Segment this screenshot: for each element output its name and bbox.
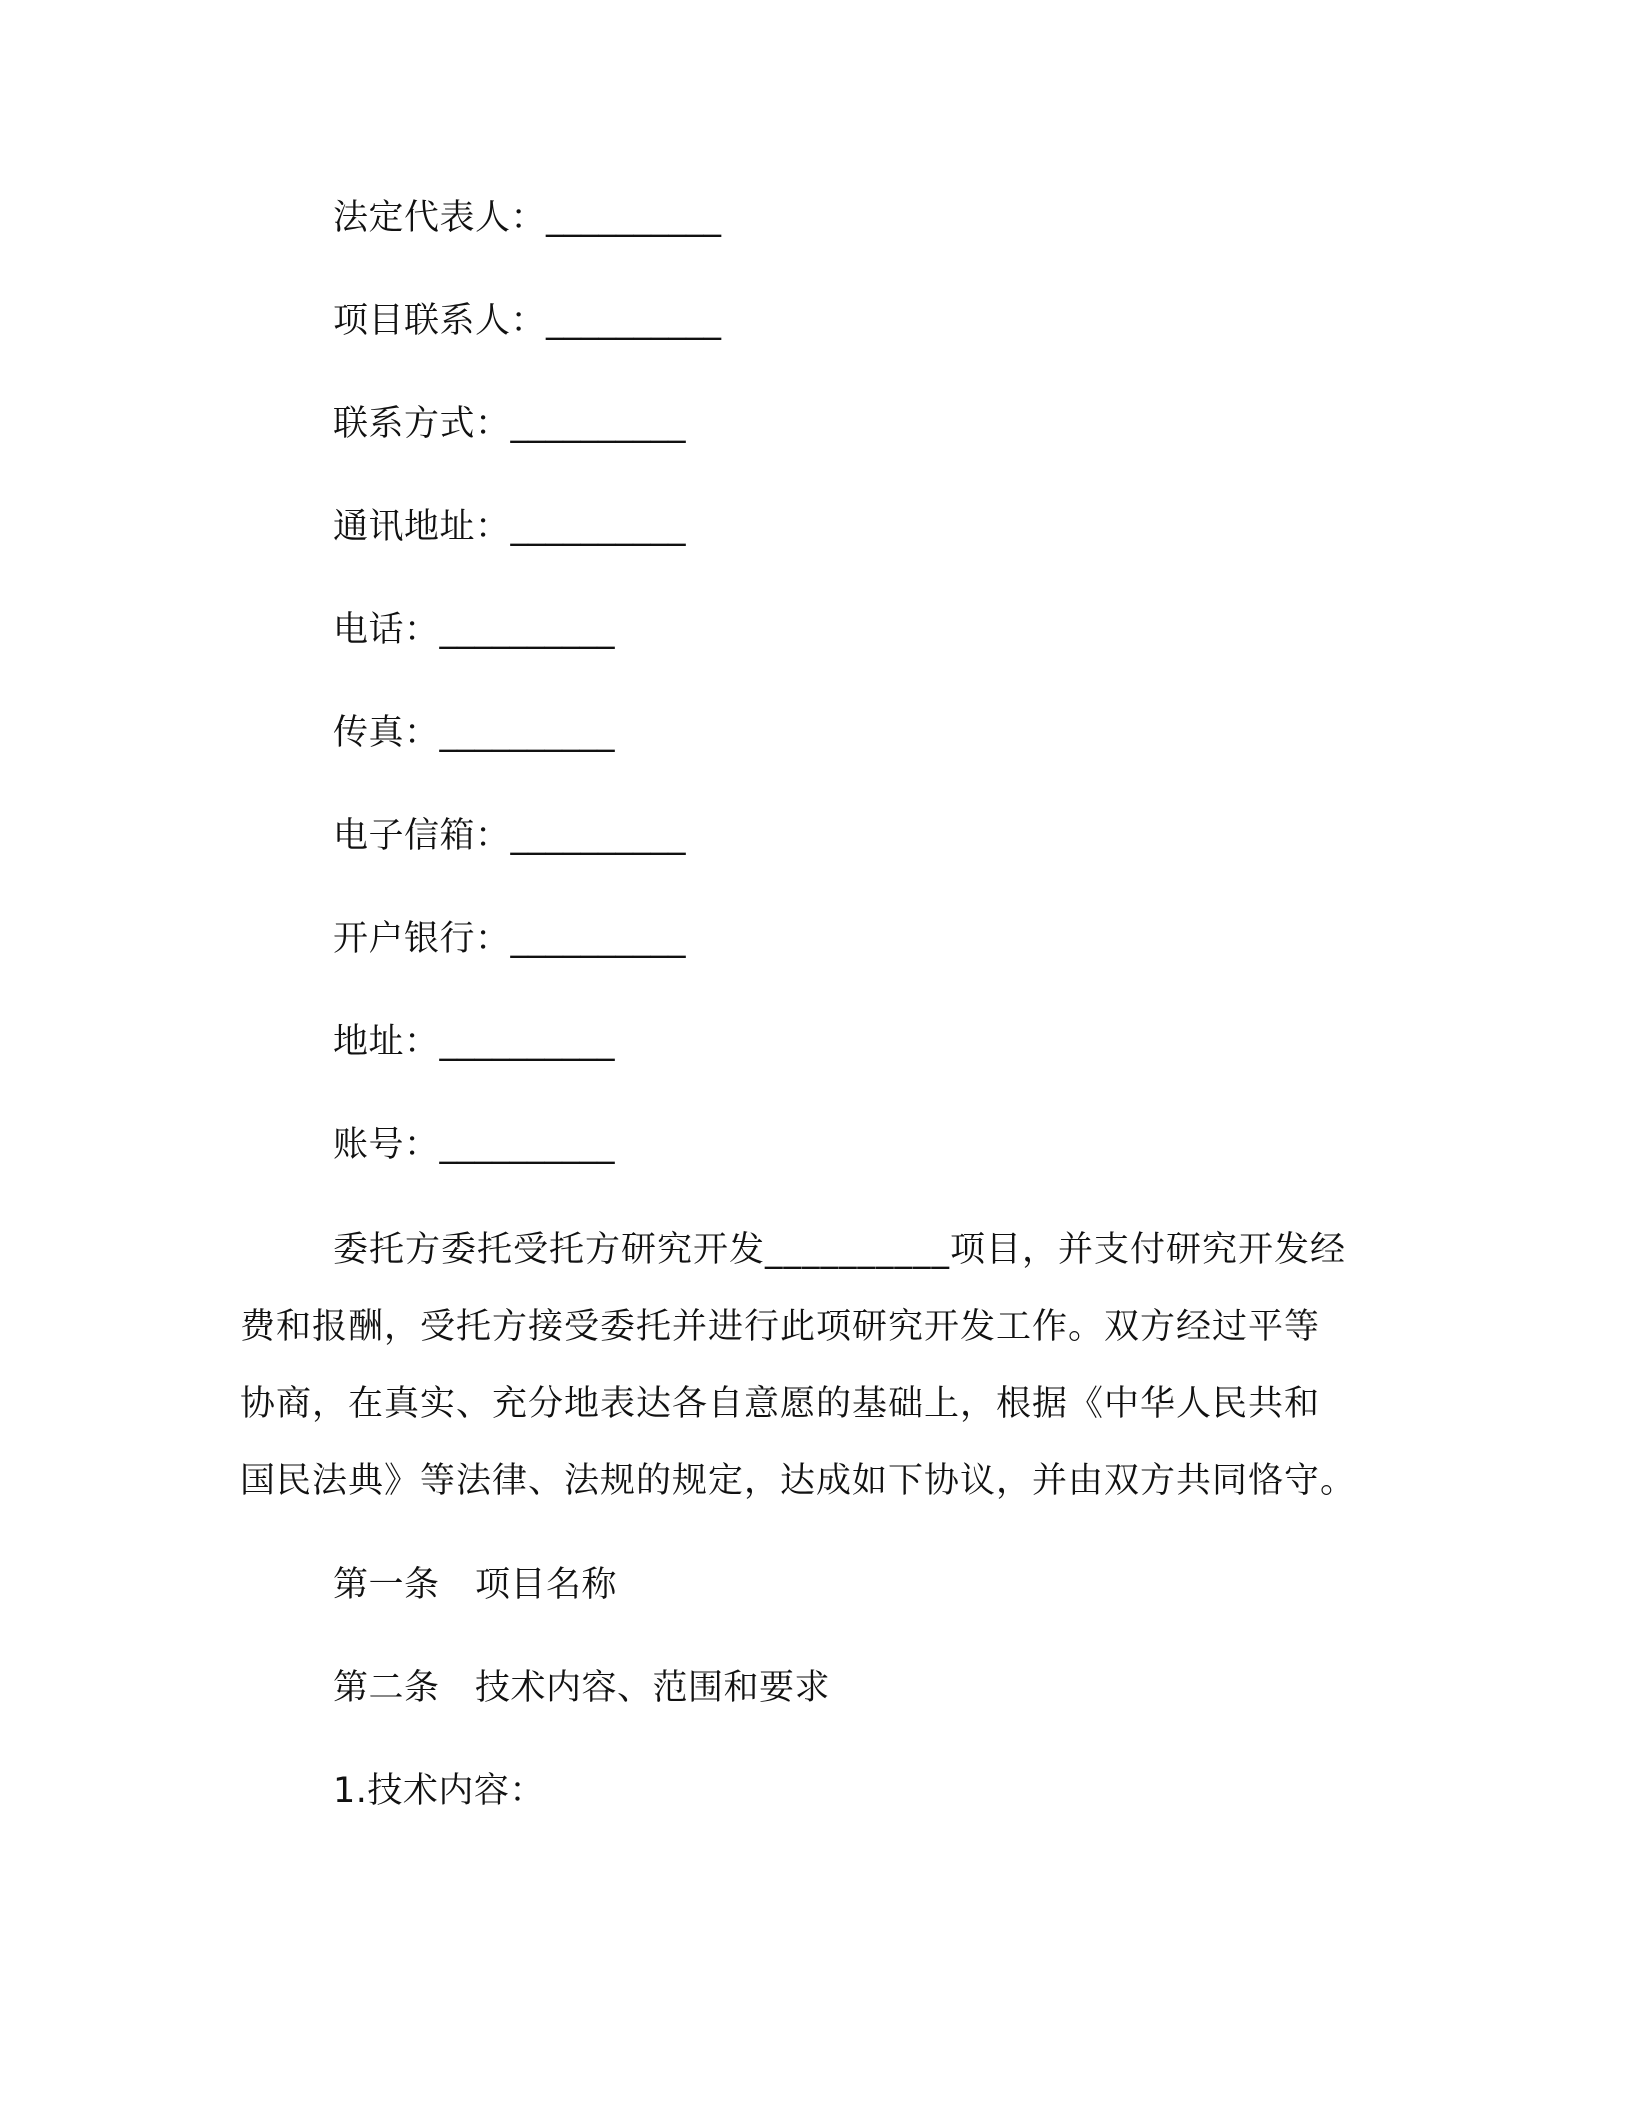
field-label: 传真： (333, 713, 440, 753)
field-project-contact (333, 297, 721, 345)
field-mailing-address (333, 503, 686, 551)
field-label: 法定代表人： (333, 198, 547, 238)
field-address (333, 1018, 615, 1066)
fill-in-blank[interactable]: __________ (546, 198, 722, 238)
paragraph-line: 协商，在真实、充分地表达各自意愿的基础上，根据《中华人民共和 (240, 1384, 1321, 1424)
field-fax (333, 709, 615, 757)
fill-in-blank[interactable]: __________ (510, 816, 686, 856)
field-account-number (333, 1121, 615, 1169)
field-contact-method (333, 400, 686, 448)
field-label: 电子信箱： (333, 816, 511, 856)
field-phone (333, 606, 615, 654)
fill-in-blank[interactable]: __________ (439, 1125, 615, 1165)
intro-paragraph (240, 1212, 1400, 1520)
fill-in-blank[interactable]: __________ (546, 301, 722, 341)
technical-content-heading: 1.技术内容： (333, 1771, 545, 1811)
paragraph-line: 费和报酬，受托方接受委托并进行此项研究开发工作。双方经过平等 (240, 1307, 1321, 1347)
field-label: 地址： (333, 1022, 440, 1062)
field-label: 联系方式： (333, 404, 511, 444)
article-1-heading: 第一条 项目名称 (333, 1565, 618, 1605)
article-2-heading: 第二条 技术内容、范围和要求 (333, 1668, 831, 1708)
fill-in-blank[interactable]: __________ (439, 713, 615, 753)
fill-in-blank[interactable]: __________ (439, 1022, 615, 1062)
field-label: 项目联系人： (333, 301, 547, 341)
paragraph-line: 委托方委托受托方研究开发__________项目，并支付研究开发经 (333, 1230, 1347, 1270)
fill-in-blank[interactable]: __________ (510, 404, 686, 444)
fill-in-blank[interactable]: __________ (510, 507, 686, 547)
fill-in-blank[interactable]: __________ (510, 919, 686, 959)
field-email (333, 812, 686, 860)
field-label: 通讯地址： (333, 507, 511, 547)
field-label: 开户银行： (333, 919, 511, 959)
field-bank (333, 915, 686, 963)
paragraph-line: 国民法典》等法律、法规的规定，达成如下协议，并由双方共同恪守。 (240, 1461, 1357, 1501)
field-label: 电话： (333, 610, 440, 650)
fill-in-blank[interactable]: __________ (439, 610, 615, 650)
field-legal-representative (333, 194, 721, 242)
field-label: 账号： (333, 1125, 440, 1165)
